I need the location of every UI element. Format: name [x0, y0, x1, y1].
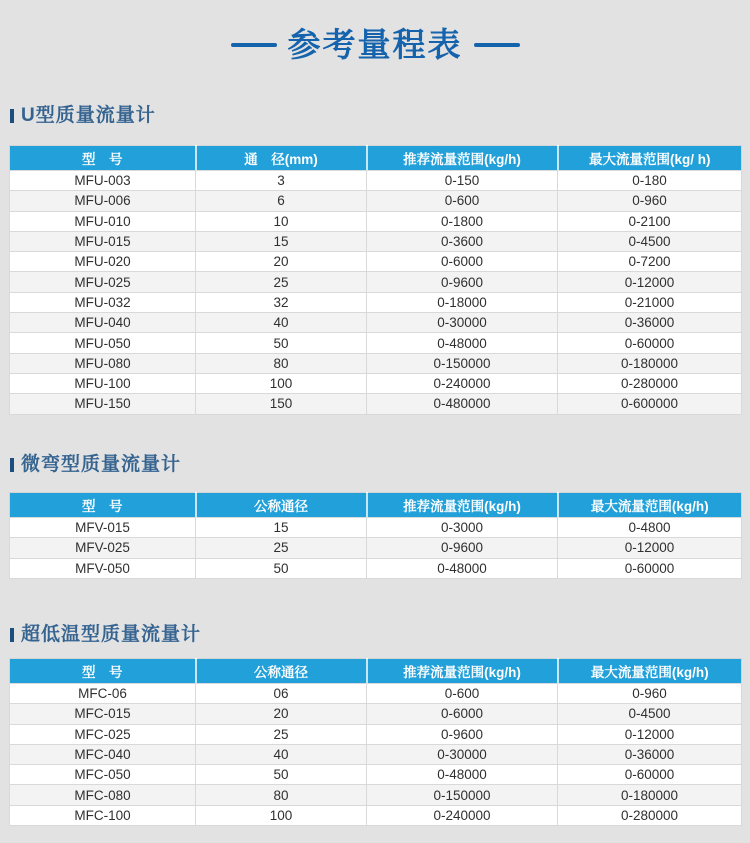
column-header: 最大流量范围(kg/ h) [558, 146, 742, 171]
table-cell: 0-12000 [558, 538, 742, 558]
section-heading-label: 超低温型质量流量计 [21, 624, 202, 645]
spec-table [9, 492, 742, 579]
table-row [10, 373, 742, 393]
table-cell: 0-9600 [367, 272, 558, 292]
section-heading-label: 微弯型质量流量计 [21, 454, 182, 475]
table-row [10, 171, 742, 191]
table-row [10, 231, 742, 251]
table-row [10, 744, 742, 764]
title-dash-right-icon [474, 43, 520, 47]
table-row [10, 558, 742, 578]
table-cell: 0-9600 [367, 724, 558, 744]
table-cell: 50 [196, 558, 367, 578]
table-cell: MFU-020 [10, 252, 196, 272]
table-cell: 0-150000 [367, 353, 558, 373]
table-cell: 0-60000 [558, 333, 742, 353]
table-cell: 15 [196, 231, 367, 251]
column-header: 最大流量范围(kg/h) [558, 493, 742, 518]
table-cell: 100 [196, 373, 367, 393]
table-row [10, 292, 742, 312]
table-cell: MFC-025 [10, 724, 196, 744]
table-cell: 0-12000 [558, 724, 742, 744]
table-cell: 0-2100 [558, 211, 742, 231]
table-cell: 0-240000 [367, 373, 558, 393]
table-cell: 0-150 [367, 171, 558, 191]
column-header: 型 号 [10, 146, 196, 171]
table-cell: 0-180000 [558, 353, 742, 373]
table-cell: 3 [196, 171, 367, 191]
table-header-row [10, 659, 742, 684]
table-cell: MFU-040 [10, 313, 196, 333]
table-cell: MFU-015 [10, 231, 196, 251]
table-cell: 0-3600 [367, 231, 558, 251]
section-marker-icon [10, 109, 14, 123]
table-cell: MFC-080 [10, 785, 196, 805]
table-cell: 25 [196, 538, 367, 558]
table-cell: 0-36000 [558, 313, 742, 333]
table-cell: MFV-050 [10, 558, 196, 578]
column-header: 推荐流量范围(kg/h) [367, 146, 558, 171]
table-row [10, 353, 742, 373]
table-cell: 0-600 [367, 684, 558, 704]
table-cell: 0-12000 [558, 272, 742, 292]
table-cell: MFC-015 [10, 704, 196, 724]
table-cell: 0-7200 [558, 252, 742, 272]
table-cell: 0-480000 [367, 394, 558, 414]
table-cell: 0-4500 [558, 704, 742, 724]
table-row [10, 272, 742, 292]
section-heading [10, 105, 156, 127]
table-cell: MFU-050 [10, 333, 196, 353]
table-cell: 0-150000 [367, 785, 558, 805]
table-cell: 0-18000 [367, 292, 558, 312]
table-cell: 0-180 [558, 171, 742, 191]
table-row [10, 765, 742, 785]
table-row [10, 191, 742, 211]
table-cell: 32 [196, 292, 367, 312]
table-cell: MFV-025 [10, 538, 196, 558]
table-cell: 0-4500 [558, 231, 742, 251]
table-row [10, 211, 742, 231]
section-marker-icon [10, 458, 14, 472]
table-cell: 0-48000 [367, 765, 558, 785]
table-cell: 0-30000 [367, 744, 558, 764]
table-row [10, 785, 742, 805]
table-cell: 0-600 [367, 191, 558, 211]
table-row [10, 538, 742, 558]
table-cell: 0-60000 [558, 558, 742, 578]
table-cell: MFV-015 [10, 518, 196, 538]
table-cell: 25 [196, 272, 367, 292]
table-cell: MFU-100 [10, 373, 196, 393]
table-cell: MFU-003 [10, 171, 196, 191]
table-cell: 0-280000 [558, 805, 742, 825]
table-cell: MFU-025 [10, 272, 196, 292]
table-cell: 20 [196, 252, 367, 272]
table-header-row [10, 493, 742, 518]
table-cell: 15 [196, 518, 367, 538]
table-row [10, 805, 742, 825]
table-cell: 0-60000 [558, 765, 742, 785]
table-cell: 0-30000 [367, 313, 558, 333]
table-cell: 06 [196, 684, 367, 704]
table-header-row [10, 146, 742, 171]
table-cell: 0-3000 [367, 518, 558, 538]
table-cell: 100 [196, 805, 367, 825]
table-cell: 0-9600 [367, 538, 558, 558]
table-cell: 10 [196, 211, 367, 231]
table-row [10, 684, 742, 704]
column-header: 型 号 [10, 659, 196, 684]
page-title [0, 26, 750, 64]
table-cell: 0-180000 [558, 785, 742, 805]
section-marker-icon [10, 628, 14, 642]
table-cell: 0-48000 [367, 333, 558, 353]
title-dash-left-icon [231, 43, 277, 47]
section-heading [10, 624, 201, 646]
table-cell: 25 [196, 724, 367, 744]
table-cell: 80 [196, 353, 367, 373]
table-cell: 6 [196, 191, 367, 211]
table-cell: 0-600000 [558, 394, 742, 414]
column-header: 公称通径 [196, 659, 367, 684]
table-cell: 0-36000 [558, 744, 742, 764]
column-header: 推荐流量范围(kg/h) [367, 493, 558, 518]
table-cell: 0-960 [558, 684, 742, 704]
table-cell: 40 [196, 744, 367, 764]
column-header: 公称通径 [196, 493, 367, 518]
table-cell: 0-21000 [558, 292, 742, 312]
table-cell: 20 [196, 704, 367, 724]
table-cell: 0-280000 [558, 373, 742, 393]
table-cell: 150 [196, 394, 367, 414]
table-cell: MFC-06 [10, 684, 196, 704]
table-row [10, 518, 742, 538]
table-cell: 0-4800 [558, 518, 742, 538]
table-cell: MFC-050 [10, 765, 196, 785]
table-row [10, 252, 742, 272]
table-cell: 50 [196, 333, 367, 353]
table-cell: MFU-032 [10, 292, 196, 312]
table-cell: MFU-006 [10, 191, 196, 211]
spec-table [9, 145, 742, 415]
column-header: 最大流量范围(kg/h) [558, 659, 742, 684]
table-row [10, 313, 742, 333]
table-row [10, 333, 742, 353]
table-row [10, 394, 742, 414]
column-header: 型 号 [10, 493, 196, 518]
column-header: 推荐流量范围(kg/h) [367, 659, 558, 684]
table-cell: 0-6000 [367, 704, 558, 724]
table-cell: MFU-080 [10, 353, 196, 373]
page-title-text: 参考量程表 [287, 26, 463, 63]
table-cell: 80 [196, 785, 367, 805]
table-cell: MFU-150 [10, 394, 196, 414]
table-row [10, 724, 742, 744]
table-cell: 0-48000 [367, 558, 558, 578]
table-cell: 0-1800 [367, 211, 558, 231]
table-cell: 40 [196, 313, 367, 333]
table-cell: 0-960 [558, 191, 742, 211]
column-header: 通 径(mm) [196, 146, 367, 171]
table-cell: MFU-010 [10, 211, 196, 231]
section-heading [10, 454, 181, 476]
table-cell: MFC-040 [10, 744, 196, 764]
section-heading-label: U型质量流量计 [21, 105, 156, 126]
spec-table [9, 658, 742, 826]
table-row [10, 704, 742, 724]
table-cell: 50 [196, 765, 367, 785]
table-cell: MFC-100 [10, 805, 196, 825]
table-cell: 0-6000 [367, 252, 558, 272]
table-cell: 0-240000 [367, 805, 558, 825]
